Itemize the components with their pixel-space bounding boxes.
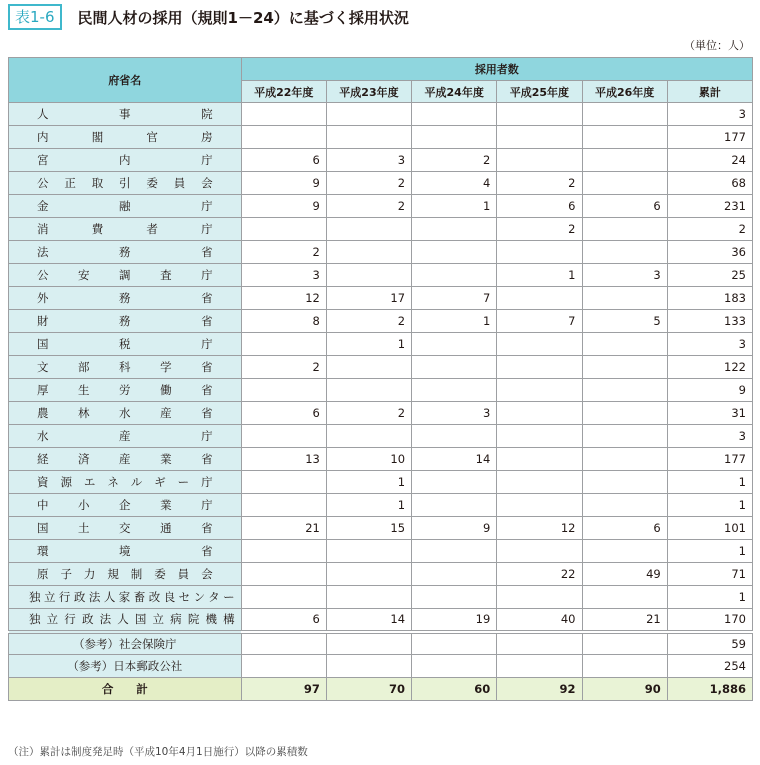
cell-value: 70 xyxy=(326,678,411,701)
cell-value xyxy=(582,425,667,448)
cell-value: 6 xyxy=(582,195,667,218)
cell-value: 9 xyxy=(241,172,326,195)
cell-value xyxy=(241,379,326,402)
table-row xyxy=(9,103,753,126)
ministry-name: 独立行政法人家畜改良センター xyxy=(9,586,242,609)
cell-value xyxy=(497,287,582,310)
table-row xyxy=(9,149,753,172)
table-number-badge: 表1-6 xyxy=(8,4,62,30)
table-row xyxy=(9,287,753,310)
cell-value xyxy=(326,103,411,126)
cell-value xyxy=(582,402,667,425)
cell-value: 2 xyxy=(497,172,582,195)
cell-value xyxy=(241,494,326,517)
hiring-table xyxy=(8,57,753,701)
ministry-name: 資源エネルギー庁 xyxy=(9,471,242,494)
cell-value: 1 xyxy=(326,494,411,517)
ministry-name: 外務省 xyxy=(9,287,242,310)
cell-value xyxy=(412,356,497,379)
cell-value xyxy=(497,333,582,356)
cell-value: 3 xyxy=(241,264,326,287)
cell-value: 133 xyxy=(667,310,752,333)
cell-value xyxy=(412,540,497,563)
cell-value xyxy=(326,264,411,287)
cell-value: 1 xyxy=(667,586,752,609)
cell-value: 1 xyxy=(667,540,752,563)
table-row xyxy=(9,264,753,287)
cell-value: 3 xyxy=(667,425,752,448)
cell-value: 1 xyxy=(667,471,752,494)
cell-value xyxy=(497,425,582,448)
cell-value: 5 xyxy=(582,310,667,333)
table-row xyxy=(9,425,753,448)
cell-value: 1 xyxy=(412,310,497,333)
cell-value: 97 xyxy=(241,678,326,701)
cell-value: 15 xyxy=(326,517,411,540)
ministry-name: 厚生労働省 xyxy=(9,379,242,402)
cell-value xyxy=(582,655,667,678)
cell-value: 6 xyxy=(241,609,326,632)
cell-value: 17 xyxy=(326,287,411,310)
cell-value xyxy=(326,425,411,448)
cell-value xyxy=(582,149,667,172)
cell-value xyxy=(326,241,411,264)
table-row xyxy=(9,540,753,563)
cell-value: 9 xyxy=(241,195,326,218)
cell-value: 36 xyxy=(667,241,752,264)
cell-value: 170 xyxy=(667,609,752,632)
header-col: 平成22年度 xyxy=(241,81,326,103)
table-row xyxy=(9,241,753,264)
cell-value xyxy=(582,103,667,126)
cell-value xyxy=(582,356,667,379)
cell-value: 3 xyxy=(326,149,411,172)
cell-value: 92 xyxy=(497,678,582,701)
cell-value xyxy=(241,425,326,448)
ministry-name: 国土交通省 xyxy=(9,517,242,540)
cell-value: 7 xyxy=(412,287,497,310)
cell-value: 2 xyxy=(326,310,411,333)
cell-value: 12 xyxy=(241,287,326,310)
cell-value xyxy=(241,563,326,586)
ministry-name: （参考）日本郵政公社 xyxy=(9,655,242,678)
cell-value xyxy=(326,218,411,241)
cell-value xyxy=(412,632,497,655)
cell-value xyxy=(582,333,667,356)
ministry-name: 経済産業省 xyxy=(9,448,242,471)
ministry-name: 内閣官房 xyxy=(9,126,242,149)
table-row xyxy=(9,126,753,149)
cell-value xyxy=(412,655,497,678)
page-title: 民間人材の採用（規則1－24）に基づく採用状況 xyxy=(77,8,409,27)
cell-value xyxy=(241,540,326,563)
table-row xyxy=(9,402,753,425)
table-row xyxy=(9,310,753,333)
cell-value xyxy=(497,494,582,517)
cell-value xyxy=(241,632,326,655)
cell-value xyxy=(412,563,497,586)
ministry-name: 公安調査庁 xyxy=(9,264,242,287)
cell-value: 177 xyxy=(667,448,752,471)
cell-value: 1 xyxy=(497,264,582,287)
ministry-name: 独立行政法人国立病院機構 xyxy=(9,609,242,632)
cell-value xyxy=(412,471,497,494)
cell-value: 40 xyxy=(497,609,582,632)
cell-value xyxy=(582,494,667,517)
cell-value xyxy=(412,379,497,402)
cell-value: 68 xyxy=(667,172,752,195)
header-col: 平成26年度 xyxy=(582,81,667,103)
cell-value: 71 xyxy=(667,563,752,586)
cell-value: 2 xyxy=(497,218,582,241)
cell-value xyxy=(412,241,497,264)
header-col: 累計 xyxy=(667,81,752,103)
cell-value xyxy=(497,402,582,425)
cell-value xyxy=(326,126,411,149)
cell-value xyxy=(241,333,326,356)
cell-value: 2 xyxy=(667,218,752,241)
cell-value: 12 xyxy=(497,517,582,540)
table-row xyxy=(9,379,753,402)
cell-value xyxy=(497,586,582,609)
cell-value xyxy=(241,655,326,678)
header-hires: 採用者数 xyxy=(241,58,752,81)
cell-value xyxy=(582,379,667,402)
ministry-name: 公正取引委員会 xyxy=(9,172,242,195)
cell-value xyxy=(582,241,667,264)
cell-value: 9 xyxy=(412,517,497,540)
cell-value xyxy=(326,586,411,609)
cell-value xyxy=(497,379,582,402)
cell-value xyxy=(582,632,667,655)
cell-value xyxy=(326,632,411,655)
header-col: 平成25年度 xyxy=(497,81,582,103)
cell-value: 3 xyxy=(667,103,752,126)
table-row xyxy=(9,195,753,218)
cell-value: 25 xyxy=(667,264,752,287)
ministry-name: 水産庁 xyxy=(9,425,242,448)
cell-value: 4 xyxy=(412,172,497,195)
cell-value: 177 xyxy=(667,126,752,149)
header-col: 平成23年度 xyxy=(326,81,411,103)
cell-value xyxy=(582,287,667,310)
cell-value xyxy=(582,586,667,609)
table-row xyxy=(9,448,753,471)
cell-value xyxy=(497,471,582,494)
cell-value: 6 xyxy=(241,149,326,172)
ministry-name: 国税庁 xyxy=(9,333,242,356)
cell-value xyxy=(326,540,411,563)
cell-value xyxy=(326,356,411,379)
ministry-name: 財務省 xyxy=(9,310,242,333)
cell-value: 24 xyxy=(667,149,752,172)
cell-value xyxy=(412,494,497,517)
cell-value xyxy=(241,471,326,494)
cell-value: 14 xyxy=(326,609,411,632)
table-row xyxy=(9,678,753,701)
cell-value xyxy=(582,471,667,494)
cell-value xyxy=(497,241,582,264)
table-row xyxy=(9,218,753,241)
cell-value: 2 xyxy=(326,195,411,218)
ministry-name: 合 計 xyxy=(9,678,242,701)
cell-value xyxy=(412,126,497,149)
table-title xyxy=(8,4,409,30)
cell-value xyxy=(241,218,326,241)
cell-value xyxy=(497,540,582,563)
cell-value: 6 xyxy=(241,402,326,425)
cell-value: 14 xyxy=(412,448,497,471)
cell-value: 8 xyxy=(241,310,326,333)
cell-value: 3 xyxy=(582,264,667,287)
cell-value: 6 xyxy=(497,195,582,218)
table-row xyxy=(9,632,753,655)
ministry-name: 文部科学省 xyxy=(9,356,242,379)
cell-value: 10 xyxy=(326,448,411,471)
cell-value xyxy=(326,379,411,402)
cell-value xyxy=(412,425,497,448)
cell-value: 2 xyxy=(326,402,411,425)
cell-value: 7 xyxy=(497,310,582,333)
cell-value: 90 xyxy=(582,678,667,701)
cell-value xyxy=(497,356,582,379)
cell-value: 9 xyxy=(667,379,752,402)
cell-value xyxy=(412,264,497,287)
table-row xyxy=(9,563,753,586)
cell-value: 21 xyxy=(582,609,667,632)
cell-value xyxy=(497,632,582,655)
table-row xyxy=(9,655,753,678)
cell-value: 101 xyxy=(667,517,752,540)
table-row xyxy=(9,517,753,540)
cell-value xyxy=(582,172,667,195)
cell-value: 13 xyxy=(241,448,326,471)
footnote: （注）累計は制度発足時（平成10年4月1日施行）以降の累積数 xyxy=(8,746,308,758)
cell-value xyxy=(497,149,582,172)
cell-value: 49 xyxy=(582,563,667,586)
cell-value xyxy=(497,655,582,678)
cell-value: 183 xyxy=(667,287,752,310)
cell-value xyxy=(497,448,582,471)
ministry-name: 人事院 xyxy=(9,103,242,126)
header-ministry: 府省名 xyxy=(9,58,242,103)
header-col: 平成24年度 xyxy=(412,81,497,103)
cell-value: 22 xyxy=(497,563,582,586)
cell-value xyxy=(582,448,667,471)
cell-value xyxy=(412,586,497,609)
ministry-name: 消費者庁 xyxy=(9,218,242,241)
cell-value: 21 xyxy=(241,517,326,540)
cell-value: 31 xyxy=(667,402,752,425)
cell-value xyxy=(582,540,667,563)
unit-label: （単位：人） xyxy=(684,39,750,52)
cell-value: 254 xyxy=(667,655,752,678)
ministry-name: 環境省 xyxy=(9,540,242,563)
ministry-name: 原子力規制委員会 xyxy=(9,563,242,586)
cell-value: 2 xyxy=(326,172,411,195)
table-row xyxy=(9,471,753,494)
cell-value: 1 xyxy=(326,333,411,356)
cell-value xyxy=(497,126,582,149)
cell-value xyxy=(241,126,326,149)
ministry-name: 法務省 xyxy=(9,241,242,264)
cell-value: 60 xyxy=(412,678,497,701)
table-row xyxy=(9,609,753,632)
cell-value: 1 xyxy=(412,195,497,218)
ministry-name: （参考）社会保険庁 xyxy=(9,632,242,655)
table-row xyxy=(9,494,753,517)
cell-value xyxy=(241,103,326,126)
cell-value: 59 xyxy=(667,632,752,655)
table-row xyxy=(9,356,753,379)
cell-value xyxy=(412,218,497,241)
cell-value: 3 xyxy=(412,402,497,425)
cell-value: 2 xyxy=(412,149,497,172)
cell-value: 231 xyxy=(667,195,752,218)
cell-value xyxy=(326,563,411,586)
cell-value xyxy=(412,333,497,356)
cell-value: 6 xyxy=(582,517,667,540)
table-row xyxy=(9,586,753,609)
cell-value: 3 xyxy=(667,333,752,356)
cell-value xyxy=(582,126,667,149)
cell-value xyxy=(326,655,411,678)
cell-value xyxy=(497,103,582,126)
table-row xyxy=(9,172,753,195)
cell-value xyxy=(412,103,497,126)
ministry-name: 宮内庁 xyxy=(9,149,242,172)
ministry-name: 農林水産省 xyxy=(9,402,242,425)
ministry-name: 金融庁 xyxy=(9,195,242,218)
ministry-name: 中小企業庁 xyxy=(9,494,242,517)
cell-value: 122 xyxy=(667,356,752,379)
cell-value: 19 xyxy=(412,609,497,632)
table-row xyxy=(9,333,753,356)
cell-value xyxy=(241,586,326,609)
cell-value: 1,886 xyxy=(667,678,752,701)
cell-value: 1 xyxy=(667,494,752,517)
cell-value xyxy=(582,218,667,241)
cell-value: 1 xyxy=(326,471,411,494)
cell-value: 2 xyxy=(241,356,326,379)
cell-value: 2 xyxy=(241,241,326,264)
